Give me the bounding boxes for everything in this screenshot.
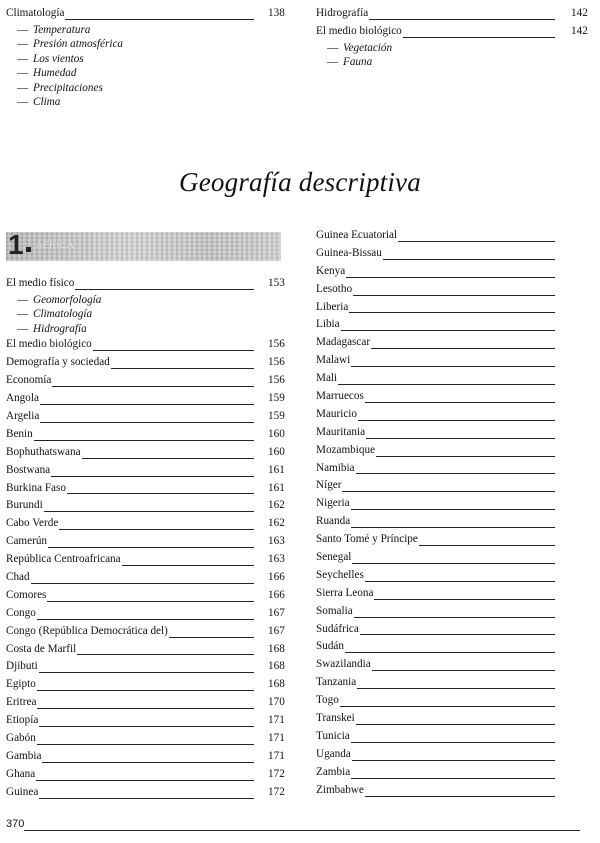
toc-entry bbox=[316, 513, 590, 531]
toc-entry bbox=[316, 227, 590, 245]
entry-label: Congo bbox=[6, 605, 37, 623]
banner-number: 1 bbox=[8, 229, 24, 260]
toc-entry bbox=[316, 638, 590, 656]
toc-subentry bbox=[6, 37, 280, 52]
leader-rule bbox=[6, 708, 254, 709]
subentry-dash: — bbox=[17, 52, 29, 65]
leader-rule bbox=[316, 277, 555, 278]
toc-entry bbox=[316, 495, 590, 513]
toc-entry bbox=[316, 316, 590, 334]
toc-entry bbox=[316, 477, 590, 495]
toc-entry bbox=[6, 605, 285, 623]
entry-label: Seychelles bbox=[316, 567, 365, 585]
entry-page: 156 bbox=[268, 374, 285, 387]
toc-entry bbox=[6, 551, 285, 569]
toc-entry bbox=[6, 462, 285, 480]
entry-label: Madagascar bbox=[316, 334, 371, 352]
leader-rule bbox=[6, 422, 254, 423]
toc-entry bbox=[316, 549, 590, 567]
toc-entry bbox=[316, 442, 590, 460]
toc-entry bbox=[6, 587, 285, 605]
subentry-dash: — bbox=[17, 96, 29, 109]
entry-label: Chad bbox=[6, 569, 31, 587]
toc-entry bbox=[6, 372, 285, 390]
entry-label: El medio biológico bbox=[316, 23, 403, 41]
entry-page: 168 bbox=[268, 678, 285, 691]
entry-page: 156 bbox=[268, 338, 285, 351]
toc-top-left-column bbox=[6, 5, 285, 110]
entry-label: Transkei bbox=[316, 710, 356, 728]
entry-label: Libia bbox=[316, 316, 341, 334]
entry-label: Uganda bbox=[316, 746, 352, 764]
leader-rule bbox=[316, 366, 555, 367]
entry-label: Gabón bbox=[6, 730, 37, 748]
toc-entry bbox=[6, 694, 285, 712]
toc-entry bbox=[6, 515, 285, 533]
toc-entry bbox=[316, 460, 590, 478]
leader-rule bbox=[6, 690, 254, 691]
leader-rule bbox=[316, 312, 555, 313]
leader-rule bbox=[316, 384, 555, 385]
subentry-label: Hidrografía bbox=[33, 322, 87, 335]
leader-rule bbox=[316, 760, 555, 761]
toc-entry bbox=[6, 426, 285, 444]
toc-subentry bbox=[6, 52, 280, 67]
toc-entry bbox=[316, 782, 590, 800]
toc-entry bbox=[316, 281, 590, 299]
toc-subentry bbox=[6, 293, 280, 308]
entry-page: 160 bbox=[268, 445, 285, 458]
leader-rule bbox=[316, 491, 555, 492]
leader-rule bbox=[6, 672, 254, 673]
entry-label: Senegal bbox=[316, 549, 352, 567]
toc-entry bbox=[316, 352, 590, 370]
subentry-label: Clima bbox=[33, 96, 61, 109]
entry-label: El medio biológico bbox=[6, 336, 93, 354]
entry-page: 138 bbox=[268, 7, 285, 19]
entry-label: Cabo Verde bbox=[6, 515, 59, 533]
toc-entry bbox=[316, 621, 590, 639]
toc-entry bbox=[316, 567, 590, 585]
entry-label: Ghana bbox=[6, 766, 36, 784]
entry-label: Marruecos bbox=[316, 388, 365, 406]
entry-label: Angola bbox=[6, 390, 40, 408]
leader-rule bbox=[6, 762, 254, 763]
entry-label: Mali bbox=[316, 370, 338, 388]
entry-label: Sudáfrica bbox=[316, 621, 360, 639]
toc-subentry bbox=[316, 55, 590, 70]
entry-label: Bophuthatswana bbox=[6, 444, 82, 462]
toc-entry bbox=[316, 299, 590, 317]
entry-label: Kenya bbox=[316, 263, 346, 281]
toc-entry bbox=[316, 710, 590, 728]
toc-subentry bbox=[316, 41, 590, 56]
leader-rule bbox=[316, 330, 555, 331]
toc-entry bbox=[6, 408, 285, 426]
leader-rule bbox=[316, 706, 555, 707]
subentry-label: Climatología bbox=[33, 308, 93, 321]
toc-entry bbox=[6, 497, 285, 515]
entry-label: Namibia bbox=[316, 460, 356, 478]
entry-page: 160 bbox=[268, 427, 285, 440]
toc-entry bbox=[316, 603, 590, 621]
toc-entry bbox=[316, 23, 590, 41]
toc-entry bbox=[316, 692, 590, 710]
leader-rule bbox=[6, 726, 254, 727]
toc-entry bbox=[6, 354, 285, 372]
leader-rule bbox=[6, 440, 254, 441]
entry-page: 172 bbox=[268, 785, 285, 798]
entry-label: Mozambique bbox=[316, 442, 376, 460]
subentry-dash: — bbox=[17, 67, 29, 80]
toc-entry bbox=[316, 728, 590, 746]
footer-rule bbox=[24, 830, 580, 831]
entry-page: 163 bbox=[268, 535, 285, 548]
entry-label: Comores bbox=[6, 587, 47, 605]
entry-page: 163 bbox=[268, 553, 285, 566]
toc-entry bbox=[6, 658, 285, 676]
entry-label: Benin bbox=[6, 426, 34, 444]
leader-rule bbox=[316, 509, 555, 510]
subentry-dash: — bbox=[17, 322, 29, 335]
toc-entry bbox=[316, 245, 590, 263]
entry-label: Mauritania bbox=[316, 424, 366, 442]
entry-label: Ruanda bbox=[316, 513, 351, 531]
entry-label: Mauricio bbox=[316, 406, 358, 424]
toc-entry bbox=[316, 764, 590, 782]
entry-label: Lesotho bbox=[316, 281, 353, 299]
toc-entry bbox=[6, 569, 285, 587]
leader-rule bbox=[316, 527, 555, 528]
entry-label: Etiopía bbox=[6, 712, 39, 730]
toc-entry bbox=[6, 390, 285, 408]
entry-label: Gambia bbox=[6, 748, 42, 766]
entry-label: Togo bbox=[316, 692, 340, 710]
entry-label: El medio físico bbox=[6, 275, 75, 293]
subentry-label: Geomorfología bbox=[33, 293, 102, 306]
entry-page: 166 bbox=[268, 588, 285, 601]
toc-subentry bbox=[6, 95, 280, 110]
entry-page: 159 bbox=[268, 392, 285, 405]
entry-label: Swazilandia bbox=[316, 656, 372, 674]
section-title: Geografía descriptiva bbox=[179, 167, 421, 197]
toc-entry bbox=[6, 641, 285, 659]
entry-label: Zimbabwe bbox=[316, 782, 365, 800]
entry-label: Tunicia bbox=[316, 728, 351, 746]
toc-entry bbox=[6, 444, 285, 462]
entry-label: Egipto bbox=[6, 676, 37, 694]
subentry-dash: — bbox=[327, 41, 339, 54]
subentry-dash: — bbox=[17, 38, 29, 51]
entry-label: Nigeria bbox=[316, 495, 351, 513]
toc-left-column bbox=[6, 275, 285, 802]
leader-rule bbox=[316, 778, 555, 779]
subentry-label: Precipitaciones bbox=[33, 81, 103, 94]
entry-label: Tanzania bbox=[316, 674, 357, 692]
leader-rule bbox=[6, 780, 254, 781]
toc-entry bbox=[316, 406, 590, 424]
entry-label: Níger bbox=[316, 477, 342, 495]
entry-label: Camerún bbox=[6, 533, 48, 551]
toc-entry bbox=[316, 746, 590, 764]
entry-page: 171 bbox=[268, 714, 285, 727]
entry-page: 161 bbox=[268, 463, 285, 476]
toc-entry bbox=[316, 674, 590, 692]
entry-label: Liberia bbox=[316, 299, 349, 317]
subentry-dash: — bbox=[327, 56, 339, 69]
toc-entry bbox=[316, 5, 590, 23]
leader-rule bbox=[316, 742, 555, 743]
subentry-label: Los vientos bbox=[33, 52, 84, 65]
toc-right-column bbox=[316, 227, 590, 800]
leader-rule bbox=[316, 652, 555, 653]
toc-entry bbox=[6, 5, 285, 23]
toc-entry bbox=[316, 531, 590, 549]
entry-page: 159 bbox=[268, 409, 285, 422]
subentry-label: Vegetación bbox=[343, 41, 393, 54]
toc-entry bbox=[6, 623, 285, 641]
subentry-label: Presión atmosférica bbox=[33, 38, 124, 51]
africa-banner bbox=[6, 229, 281, 261]
entry-page: 166 bbox=[268, 570, 285, 583]
entry-page: 156 bbox=[268, 356, 285, 369]
toc-entry bbox=[6, 748, 285, 766]
banner-label: ÁFRICA bbox=[36, 240, 74, 251]
leader-rule bbox=[6, 619, 254, 620]
subentry-dash: — bbox=[17, 293, 29, 306]
subentry-dash: — bbox=[17, 81, 29, 94]
entry-label: Guinea Ecuatorial bbox=[316, 227, 398, 245]
toc-entry bbox=[316, 388, 590, 406]
toc-entry bbox=[6, 766, 285, 784]
toc-subentry bbox=[6, 23, 280, 38]
entry-page: 171 bbox=[268, 731, 285, 744]
entry-page: 142 bbox=[571, 7, 588, 19]
toc-subentry bbox=[6, 307, 280, 322]
toc-entry bbox=[6, 676, 285, 694]
toc-entry bbox=[316, 656, 590, 674]
toc-entry bbox=[6, 275, 285, 293]
entry-label: Climatología bbox=[6, 5, 65, 23]
leader-rule bbox=[6, 744, 254, 745]
entry-page: 161 bbox=[268, 481, 285, 494]
subentry-label: Temperatura bbox=[33, 23, 91, 36]
entry-label: Economía bbox=[6, 372, 52, 390]
entry-page: 162 bbox=[268, 517, 285, 530]
entry-label: Malawi bbox=[316, 352, 351, 370]
entry-label: Hidrografía bbox=[316, 5, 369, 23]
entry-label: Guinea bbox=[6, 784, 39, 802]
toc-subentry bbox=[6, 322, 280, 337]
toc-top-right-column bbox=[316, 5, 590, 70]
subentry-label: Humedad bbox=[33, 67, 77, 80]
entry-label: Sudán bbox=[316, 638, 345, 656]
toc-subentry bbox=[6, 66, 280, 81]
entry-page: 167 bbox=[268, 624, 285, 637]
toc-entry bbox=[316, 263, 590, 281]
page-number: 370 bbox=[6, 818, 25, 830]
entry-label: Burkina Faso bbox=[6, 480, 67, 498]
subentry-dash: — bbox=[17, 23, 29, 36]
subentry-label: Fauna bbox=[343, 56, 373, 69]
entry-label: Argelia bbox=[6, 408, 40, 426]
subentry-dash: — bbox=[17, 308, 29, 321]
entry-label: Costa de Marfil bbox=[6, 641, 77, 659]
leader-rule bbox=[6, 404, 254, 405]
entry-page: 153 bbox=[268, 277, 285, 289]
leader-rule bbox=[6, 798, 254, 799]
entry-page: 168 bbox=[268, 642, 285, 655]
toc-entry bbox=[6, 336, 285, 354]
toc-entry bbox=[6, 712, 285, 730]
toc-subentry bbox=[6, 81, 280, 96]
entry-page: 142 bbox=[571, 24, 588, 37]
toc-entry bbox=[6, 730, 285, 748]
toc-entry bbox=[6, 784, 285, 802]
entry-page: 171 bbox=[268, 749, 285, 762]
toc-entry bbox=[316, 370, 590, 388]
entry-label: Demografía y sociedad bbox=[6, 354, 111, 372]
leader-rule bbox=[6, 583, 254, 584]
entry-label: Eritrea bbox=[6, 694, 37, 712]
toc-entry bbox=[6, 533, 285, 551]
entry-label: Djibuti bbox=[6, 658, 39, 676]
entry-label: Burundi bbox=[6, 497, 44, 515]
toc-entry bbox=[6, 480, 285, 498]
entry-label: Sierra Leona bbox=[316, 585, 374, 603]
entry-page: 168 bbox=[268, 660, 285, 673]
entry-label: Somalia bbox=[316, 603, 354, 621]
entry-label: República Centroafricana bbox=[6, 551, 122, 569]
entry-label: Congo (República Democrática del) bbox=[6, 623, 169, 641]
toc-entry bbox=[316, 334, 590, 352]
toc-entry bbox=[316, 585, 590, 603]
entry-label: Zambia bbox=[316, 764, 351, 782]
entry-page: 170 bbox=[268, 696, 285, 709]
entry-page: 167 bbox=[268, 606, 285, 619]
toc-entry bbox=[316, 424, 590, 442]
entry-label: Santo Tomé y Príncipe bbox=[316, 531, 419, 549]
entry-page: 162 bbox=[268, 499, 285, 512]
entry-page: 172 bbox=[268, 767, 285, 780]
entry-label: Guinea-Bissau bbox=[316, 245, 383, 263]
entry-label: Bostwana bbox=[6, 462, 51, 480]
